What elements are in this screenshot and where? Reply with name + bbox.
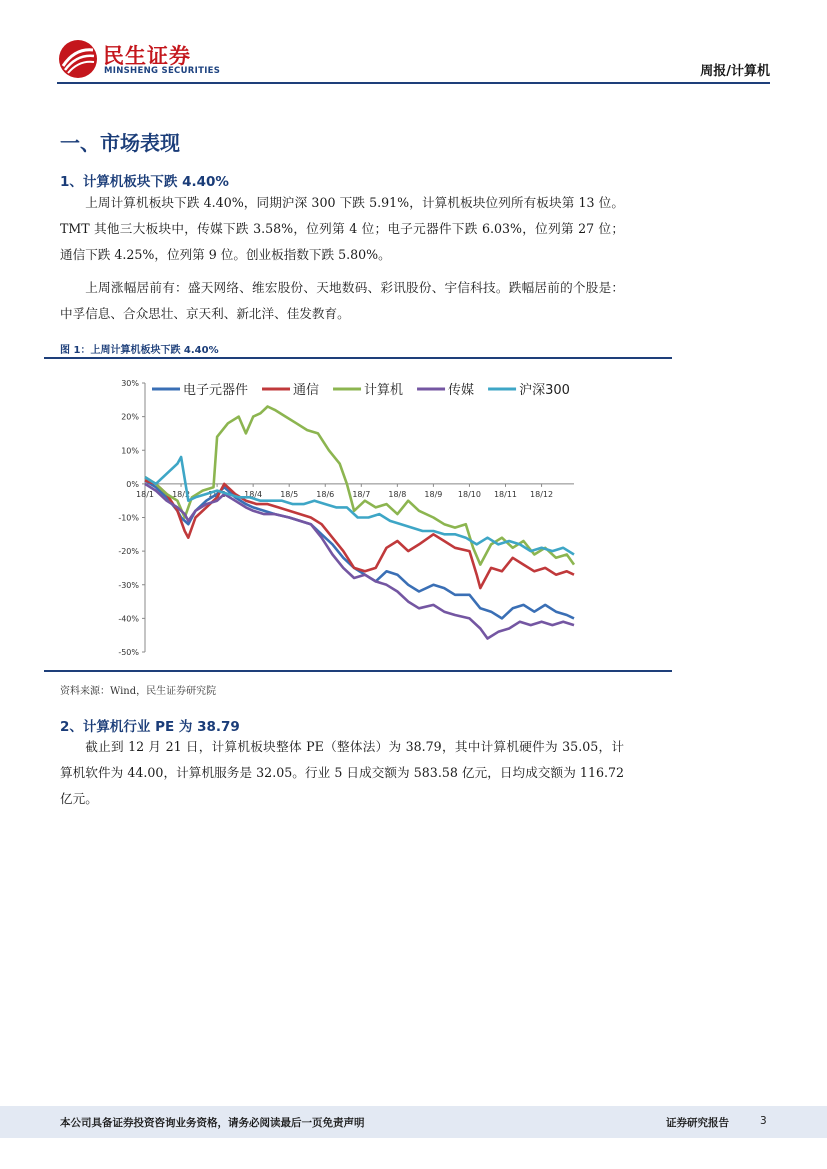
y-tick-label: -20% [118,547,139,557]
logo-text-cn: 民生证券 [103,44,191,68]
y-tick-label: 30% [121,379,139,388]
legend-label-0: 电子元器件 [183,383,249,398]
sector-performance-chart [44,358,672,670]
x-tick-label: 18/9 [424,489,443,499]
y-tick-label: -30% [118,580,139,590]
x-tick-label: 18/3 [208,489,227,499]
minsheng-logo-icon [57,38,99,80]
section-title: 一、市场表现 [60,131,180,155]
header-divider [57,82,770,84]
x-tick-label: 18/12 [530,489,554,499]
x-tick-label: 18/10 [457,489,481,499]
legend-label-2: 计算机 [364,383,404,398]
subsection-title-2: 2、计算机行业 PE 为 38.79 [60,719,240,735]
x-tick-label: 18/2 [172,489,191,499]
legend-label-4: 沪深300 [519,383,570,398]
doc-type: 周报/计算机 [700,64,770,79]
y-tick-label: -40% [118,614,139,624]
page-number: 3 [760,1115,767,1127]
legend-label-3: 传媒 [448,383,475,398]
y-tick-label: 10% [121,446,139,456]
footer-report-type: 证券研究报告 [666,1117,729,1129]
x-tick-label: 18/1 [136,489,154,499]
legend-label-1: 通信 [293,383,320,398]
y-tick-label: -50% [118,648,139,657]
logo-text-en: MINSHENG SECURITIES [104,66,221,76]
paragraph-market-summary: 上周计算机板块下跌 4.40%，同期沪深 300 下跌 5.91%，计算机板块位列所有板块第 13 位。TMT 其他三大板块中，传媒下跌 3.58%，位列第 4 位；电子元器件下跌 6.03%，位列第 27 位；通信下跌 4.25%，位列第 9 位。创业板指数下跌 5.80%。 [60,195,624,262]
y-tick-label: -10% [118,513,139,523]
figure-source: 资料来源：Wind，民生证券研究院 [60,686,217,697]
figure-bottom-rule [44,670,672,672]
x-tick-label: 18/8 [388,489,407,499]
page-header [57,38,770,84]
page-footer [0,1106,827,1138]
x-tick-label: 18/5 [280,489,299,499]
y-tick-label: 0% [126,479,139,489]
paragraph-top-movers: 上周涨幅居前有：盛天网络、维宏股份、天地数码、彩讯股份、宇信科技。跌幅居前的个股是：中孚信息、合众思壮、京天利、新北洋、佳发教育。 [60,280,624,321]
footer-disclaimer: 本公司具备证券投资咨询业务资格，请务必阅读最后一页免责声明 [60,1117,365,1129]
series-line-0 [145,481,574,619]
paragraph-pe-ratio: 截止到 12 月 21 日，计算机板块整体 PE（整体法）为 38.79，其中计算机硬件为 35.05，计算机软件为 44.00，计算机服务是 32.05。行业 5 日成交额为 583.58 亿元，日均成交额为 116.72 亿元。 [60,739,624,806]
subsection-title-1: 1、计算机板块下跌 4.40% [60,174,229,190]
x-tick-label: 18/11 [493,489,518,499]
y-tick-label: 20% [121,412,139,422]
x-tick-label: 18/6 [316,489,335,499]
x-tick-label: 18/4 [244,489,263,499]
x-tick-label: 18/7 [352,489,371,499]
figure-title: 图 1：上周计算机板块下跌 4.40% [60,345,219,356]
